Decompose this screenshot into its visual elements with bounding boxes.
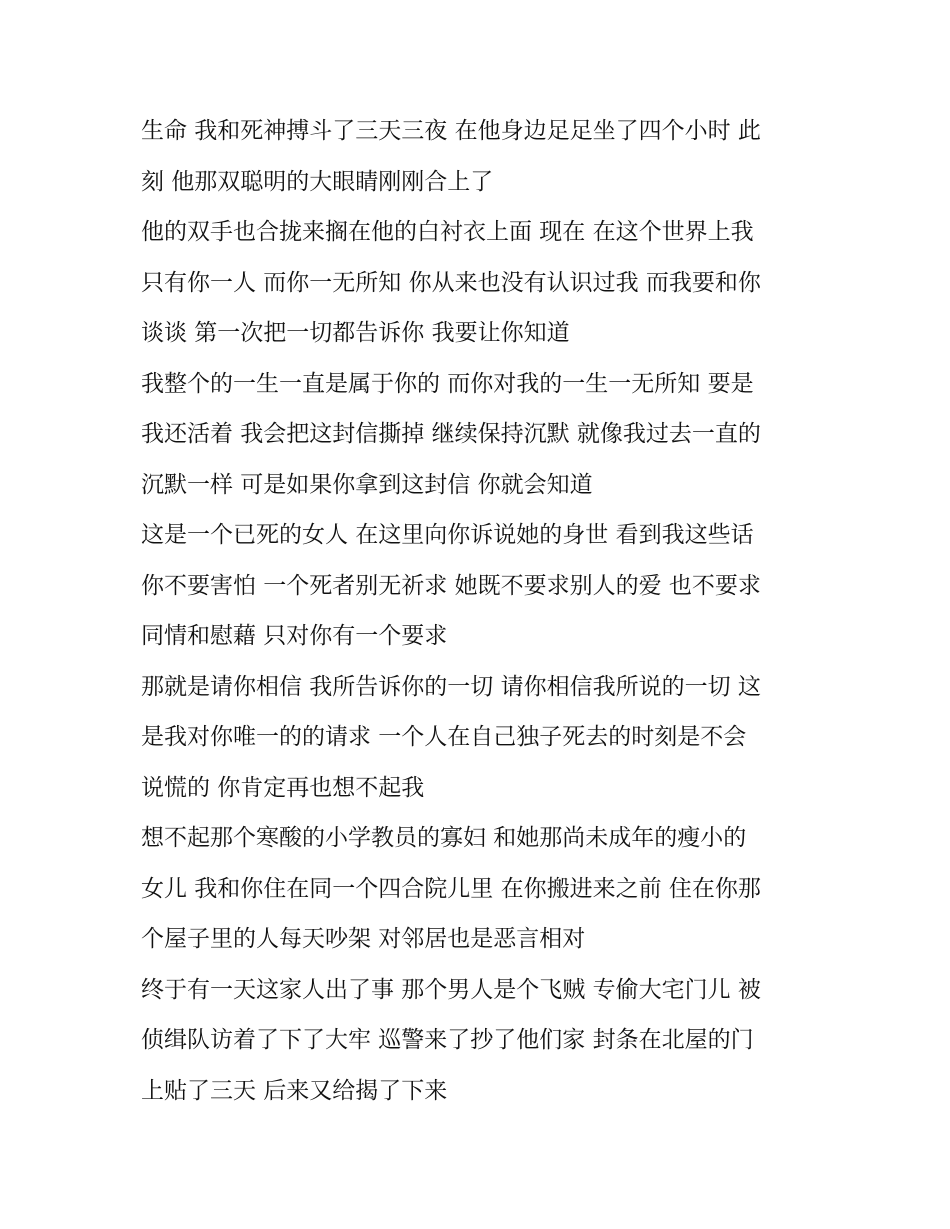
text-line: 你不要害怕 一个死者别无祈求 她既不要求别人的爱 也不要求	[141, 572, 761, 599]
text-line: 沉默一样 可是如果你拿到这封信 你就会知道	[141, 471, 593, 498]
paragraph-2	[141, 207, 821, 359]
text-line: 上贴了三天 后来又给揭了下来	[141, 1077, 448, 1104]
text-line: 刻 他那双聪明的大眼睛刚刚合上了	[141, 168, 494, 195]
text-line: 这是一个已死的女人 在这里向你诉说她的身世 看到我这些话	[141, 522, 754, 548]
text-line: 同情和慰藉 只对你有一个要求	[141, 623, 448, 649]
document-body	[141, 106, 821, 1116]
paragraph-3	[141, 359, 821, 511]
text-line: 女儿 我和你住在同一个四合院儿里 在你搬进来之前 住在你那	[141, 875, 761, 902]
text-line: 想不起那个寒酸的小学教员的寡妇 和她那尚未成年的瘦小的	[141, 825, 747, 851]
text-line: 侦缉队访着了下了大牢 巡警来了抄了他们家 封条在北屋的门	[141, 1027, 754, 1053]
paragraph-5	[141, 662, 821, 814]
text-line: 只有你一人 而你一无所知 你从来也没有认识过我 而我要和你	[141, 269, 761, 296]
text-line: 谈谈 第一次把一切都告诉你 我要让你知道	[141, 320, 570, 346]
text-line: 我整个的一生一直是属于你的 而你对我的一生一无所知 要是	[141, 370, 754, 397]
text-line: 是我对你唯一的的请求 一个人在自己独子死去的时刻是不会	[141, 724, 747, 750]
text-line: 他的双手也合拢来搁在他的白衬衣上面 现在 在这个世界上我	[141, 219, 754, 245]
text-line: 个屋子里的人每天吵架 对邻居也是恶言相对	[141, 926, 586, 952]
text-line: 生命 我和死神搏斗了三天三夜 在他身边足足坐了四个小时 此	[141, 118, 761, 144]
text-line: 终于有一天这家人出了事 那个男人是个飞贼 专偷大宅门儿 被	[141, 976, 761, 1003]
text-line: 说慌的 你肯定再也想不起我	[141, 774, 425, 801]
paragraph-4	[141, 510, 821, 662]
paragraph-6	[141, 813, 821, 965]
paragraph-1	[141, 106, 821, 207]
paragraph-7	[141, 965, 821, 1117]
text-line: 那就是请你相信 我所告诉你的一切 请你相信我所说的一切 这	[141, 673, 761, 700]
text-line: 我还活着 我会把这封信撕掉 继续保持沉默 就像我过去一直的	[141, 421, 761, 447]
